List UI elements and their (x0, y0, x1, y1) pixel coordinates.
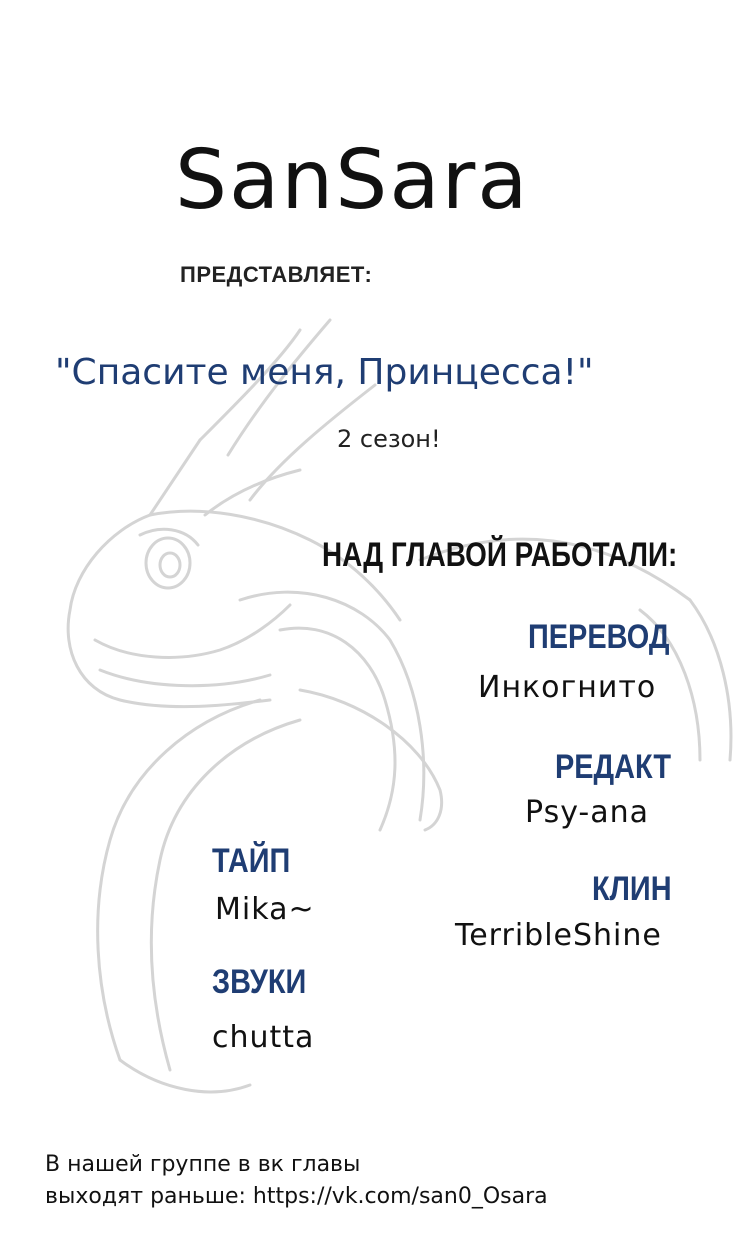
translation-name: Инкогнито (478, 670, 657, 705)
typesetting-role: ТАЙП (212, 842, 291, 880)
manga-title: "Спасите меня, Принцесса!" (55, 352, 594, 393)
presents-label: ПРЕДСТАВЛЯЕТ: (180, 262, 373, 287)
footer-line-1: В нашей группе в вк главы (45, 1152, 361, 1177)
sounds-role: ЗВУКИ (212, 963, 307, 1001)
group-logo: SanSara (175, 133, 530, 228)
editing-role: РЕДАКТ (555, 748, 672, 786)
sounds-name: chutta (212, 1020, 315, 1055)
footer-line-2: выходят раньше: https://vk.com/san0_Osara (45, 1184, 548, 1209)
cleaning-role: КЛИН (592, 870, 672, 908)
cleaning-name: TerribleShine (455, 918, 662, 953)
translation-role: ПЕРЕВОД (528, 618, 670, 656)
typesetting-name: Mika~ (215, 892, 315, 927)
credits-heading: НАД ГЛАВОЙ РАБОТАЛИ: (322, 536, 678, 574)
editing-name: Psy-ana (525, 795, 650, 830)
season-label: 2 сезон! (337, 425, 441, 453)
